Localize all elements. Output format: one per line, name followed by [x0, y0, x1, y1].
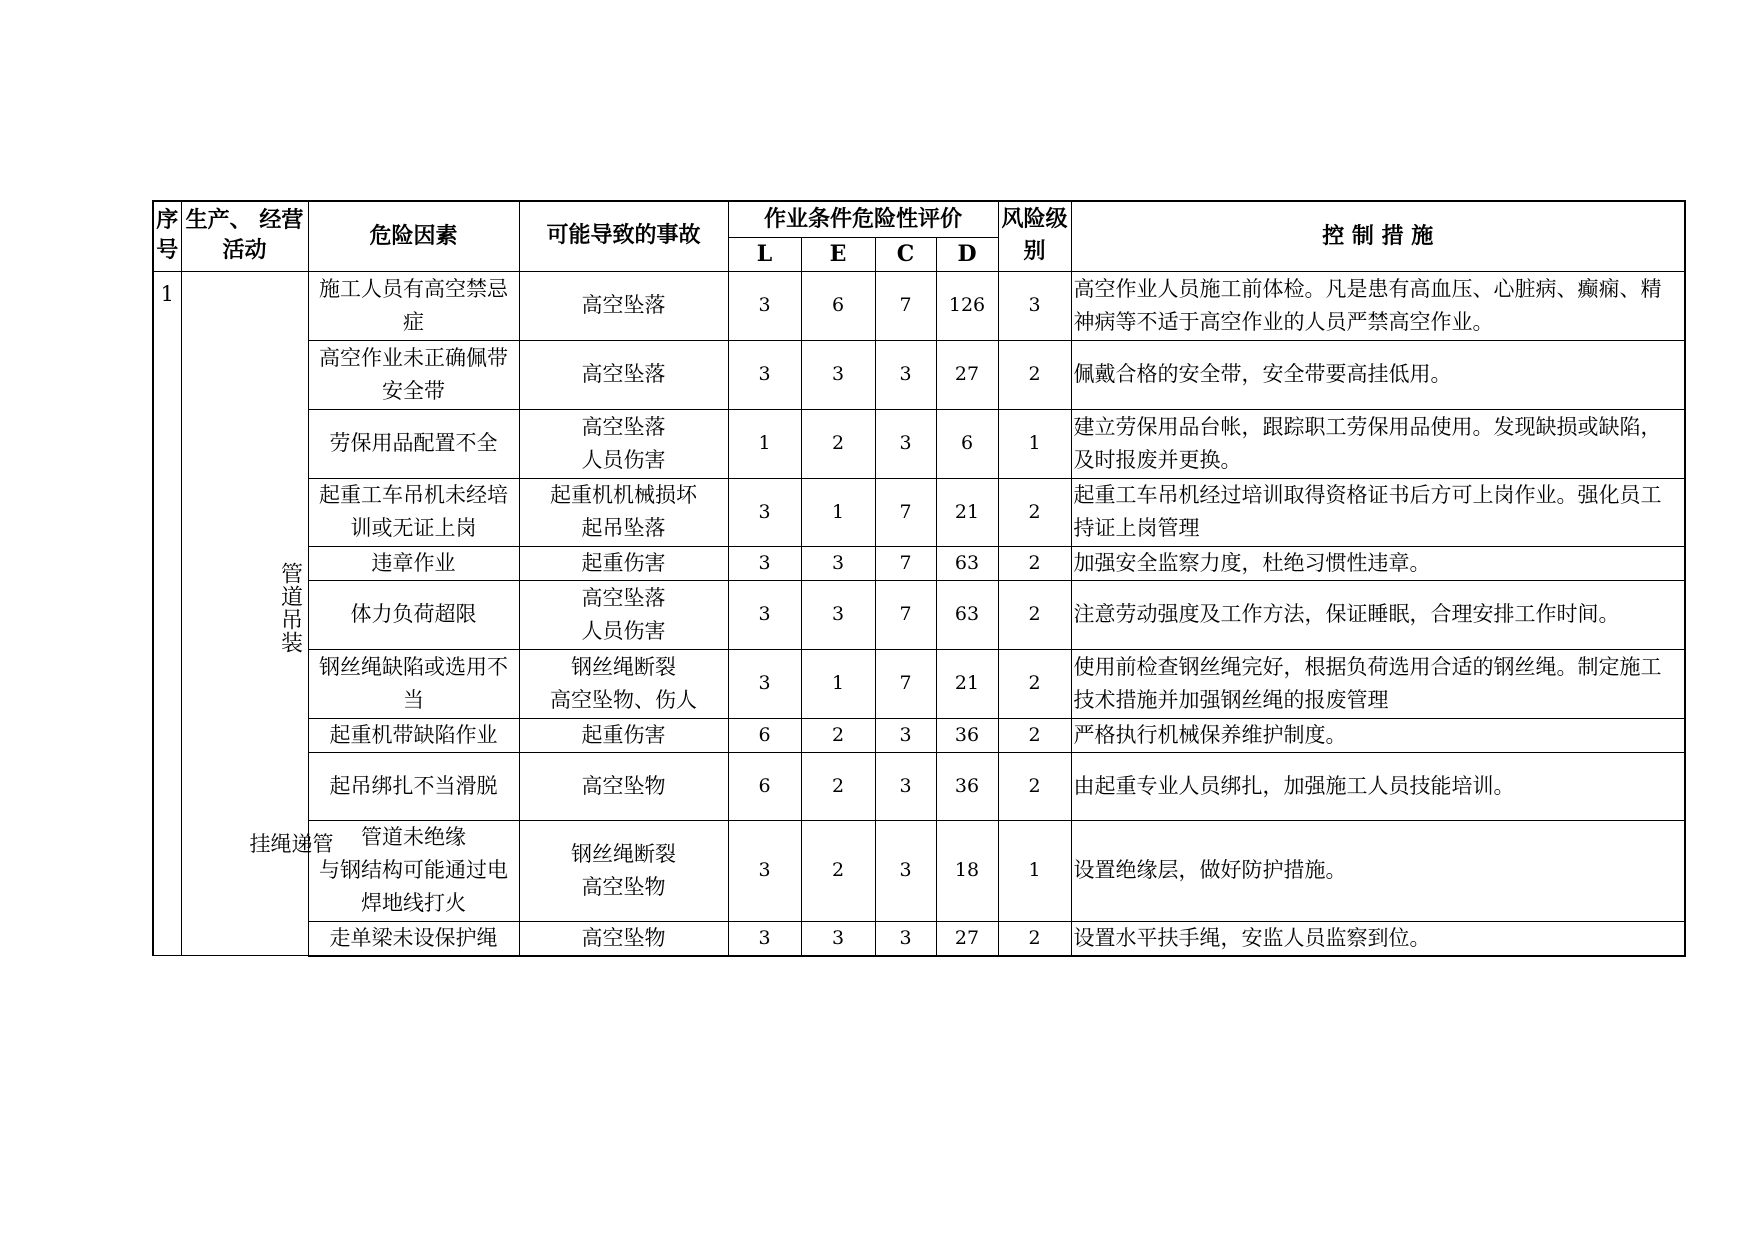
score-C: 3 — [875, 921, 936, 956]
hazard-cell: 施工人员有高空禁忌症 — [308, 271, 519, 340]
accident-cell: 起重机机械损坏 起吊坠落 — [519, 478, 728, 546]
header-evaluation: 作业条件危险性评价 — [728, 201, 998, 237]
table-row — [153, 649, 1685, 718]
table-row — [153, 478, 1685, 546]
risk-level-cell: 2 — [998, 580, 1071, 649]
risk-level-cell: 2 — [998, 546, 1071, 580]
activity-hang-label: 挂绳递管 — [249, 831, 334, 856]
activity-vertical-label: 管道吊装 — [277, 561, 303, 654]
score-C: 7 — [875, 546, 936, 580]
risk-level-cell: 1 — [998, 409, 1071, 478]
score-L: 6 — [728, 752, 801, 820]
control-cell: 起重工车吊机经过培训取得资格证书后方可上岗作业。强化员工持证上岗管理 — [1071, 478, 1685, 546]
hazard-cell: 起重机带缺陷作业 — [308, 718, 519, 752]
accident-cell: 高空坠物 — [519, 921, 728, 956]
score-E: 1 — [801, 478, 875, 546]
control-cell: 设置水平扶手绳，安监人员监察到位。 — [1071, 921, 1685, 956]
accident-cell: 起重伤害 — [519, 718, 728, 752]
hazard-cell: 体力负荷超限 — [308, 580, 519, 649]
score-E: 3 — [801, 340, 875, 409]
risk-level-cell: 2 — [998, 752, 1071, 820]
score-D: 63 — [936, 546, 998, 580]
score-E: 2 — [801, 718, 875, 752]
score-C: 7 — [875, 271, 936, 340]
score-E: 2 — [801, 820, 875, 921]
score-E: 3 — [801, 546, 875, 580]
table-row — [153, 271, 1685, 340]
score-C: 3 — [875, 409, 936, 478]
table-row — [153, 580, 1685, 649]
score-D: 36 — [936, 718, 998, 752]
hazard-cell: 高空作业未正确佩带安全带 — [308, 340, 519, 409]
activity-cell — [181, 271, 334, 956]
score-D: 27 — [936, 921, 998, 956]
control-cell: 使用前检查钢丝绳完好，根据负荷选用合适的钢丝绳。制定施工技术措施并加强钢丝绳的报废管理 — [1071, 649, 1685, 718]
score-C: 7 — [875, 478, 936, 546]
header-C: C — [875, 237, 936, 271]
table-row — [153, 718, 1685, 752]
accident-cell: 钢丝绳断裂 高空坠物 — [519, 820, 728, 921]
score-C: 7 — [875, 580, 936, 649]
hazard-cell: 违章作业 — [308, 546, 519, 580]
control-cell: 由起重专业人员绑扎，加强施工人员技能培训。 — [1071, 752, 1685, 820]
control-cell: 高空作业人员施工前体检。凡是患有高血压、心脏病、癫痫、精神病等不适于高空作业的人员严禁高空作业。 — [1071, 271, 1685, 340]
hazard-cell: 起吊绑扎不当滑脱 — [308, 752, 519, 820]
control-cell: 建立劳保用品台帐，跟踪职工劳保用品使用。发现缺损或缺陷，及时报废并更换。 — [1071, 409, 1685, 478]
score-D: 63 — [936, 580, 998, 649]
score-C: 3 — [875, 718, 936, 752]
hazard-cell: 管道未绝缘 与钢结构可能通过电焊地线打火 — [308, 820, 519, 921]
score-C: 3 — [875, 340, 936, 409]
score-D: 36 — [936, 752, 998, 820]
score-D: 126 — [936, 271, 998, 340]
accident-cell: 起重伤害 — [519, 546, 728, 580]
score-L: 3 — [728, 649, 801, 718]
header-accident: 可能导致的事故 — [519, 201, 728, 271]
score-L: 3 — [728, 478, 801, 546]
score-E: 2 — [801, 752, 875, 820]
score-C: 3 — [875, 820, 936, 921]
seq-cell: 1 — [153, 271, 181, 956]
score-L: 3 — [728, 921, 801, 956]
score-D: 21 — [936, 478, 998, 546]
table-row — [153, 752, 1685, 820]
risk-level-cell: 2 — [998, 340, 1071, 409]
accident-cell: 高空坠落 人员伤害 — [519, 580, 728, 649]
score-E: 6 — [801, 271, 875, 340]
hazard-cell: 劳保用品配置不全 — [308, 409, 519, 478]
header-risk-level: 风险级别 — [998, 201, 1071, 271]
accident-cell: 钢丝绳断裂 高空坠物、伤人 — [519, 649, 728, 718]
risk-level-cell: 2 — [998, 478, 1071, 546]
accident-cell: 高空坠落 — [519, 340, 728, 409]
control-cell: 加强安全监察力度，杜绝习惯性违章。 — [1071, 546, 1685, 580]
header-control: 控 制 措 施 — [1071, 201, 1685, 271]
score-E: 2 — [801, 409, 875, 478]
score-L: 3 — [728, 340, 801, 409]
control-cell: 设置绝缘层，做好防护措施。 — [1071, 820, 1685, 921]
score-E: 3 — [801, 580, 875, 649]
accident-cell: 高空坠落 人员伤害 — [519, 409, 728, 478]
score-C: 3 — [875, 752, 936, 820]
score-L: 1 — [728, 409, 801, 478]
score-L: 6 — [728, 718, 801, 752]
risk-level-cell: 2 — [998, 718, 1071, 752]
control-cell: 注意劳动强度及工作方法，保证睡眠，合理安排工作时间。 — [1071, 580, 1685, 649]
risk-level-cell: 2 — [998, 649, 1071, 718]
score-D: 27 — [936, 340, 998, 409]
accident-cell: 高空坠落 — [519, 271, 728, 340]
accident-cell: 高空坠物 — [519, 752, 728, 820]
risk-level-cell: 1 — [998, 820, 1071, 921]
header-activity: 生产、 经营活动 — [181, 201, 308, 271]
score-L: 3 — [728, 820, 801, 921]
risk-level-cell: 2 — [998, 921, 1071, 956]
table-row — [153, 820, 1685, 921]
score-D: 6 — [936, 409, 998, 478]
hazard-cell: 起重工车吊机未经培训或无证上岗 — [308, 478, 519, 546]
hazard-cell: 钢丝绳缺陷或选用不当 — [308, 649, 519, 718]
score-D: 18 — [936, 820, 998, 921]
control-cell: 佩戴合格的安全带，安全带要高挂低用。 — [1071, 340, 1685, 409]
risk-level-cell: 3 — [998, 271, 1071, 340]
header-L: L — [728, 237, 801, 271]
score-C: 7 — [875, 649, 936, 718]
table-row — [153, 546, 1685, 580]
score-E: 3 — [801, 921, 875, 956]
control-cell: 严格执行机械保养维护制度。 — [1071, 718, 1685, 752]
score-L: 3 — [728, 271, 801, 340]
risk-assessment-table — [152, 200, 1686, 957]
header-E: E — [801, 237, 875, 271]
table-row — [153, 921, 1685, 956]
score-E: 1 — [801, 649, 875, 718]
table-row — [153, 340, 1685, 409]
score-L: 3 — [728, 546, 801, 580]
table-row — [153, 409, 1685, 478]
score-L: 3 — [728, 580, 801, 649]
header-seq: 序号 — [153, 201, 181, 271]
header-hazard: 危险因素 — [308, 201, 519, 271]
score-D: 21 — [936, 649, 998, 718]
header-D: D — [936, 237, 998, 271]
hazard-cell: 走单梁未设保护绳 — [308, 921, 519, 956]
